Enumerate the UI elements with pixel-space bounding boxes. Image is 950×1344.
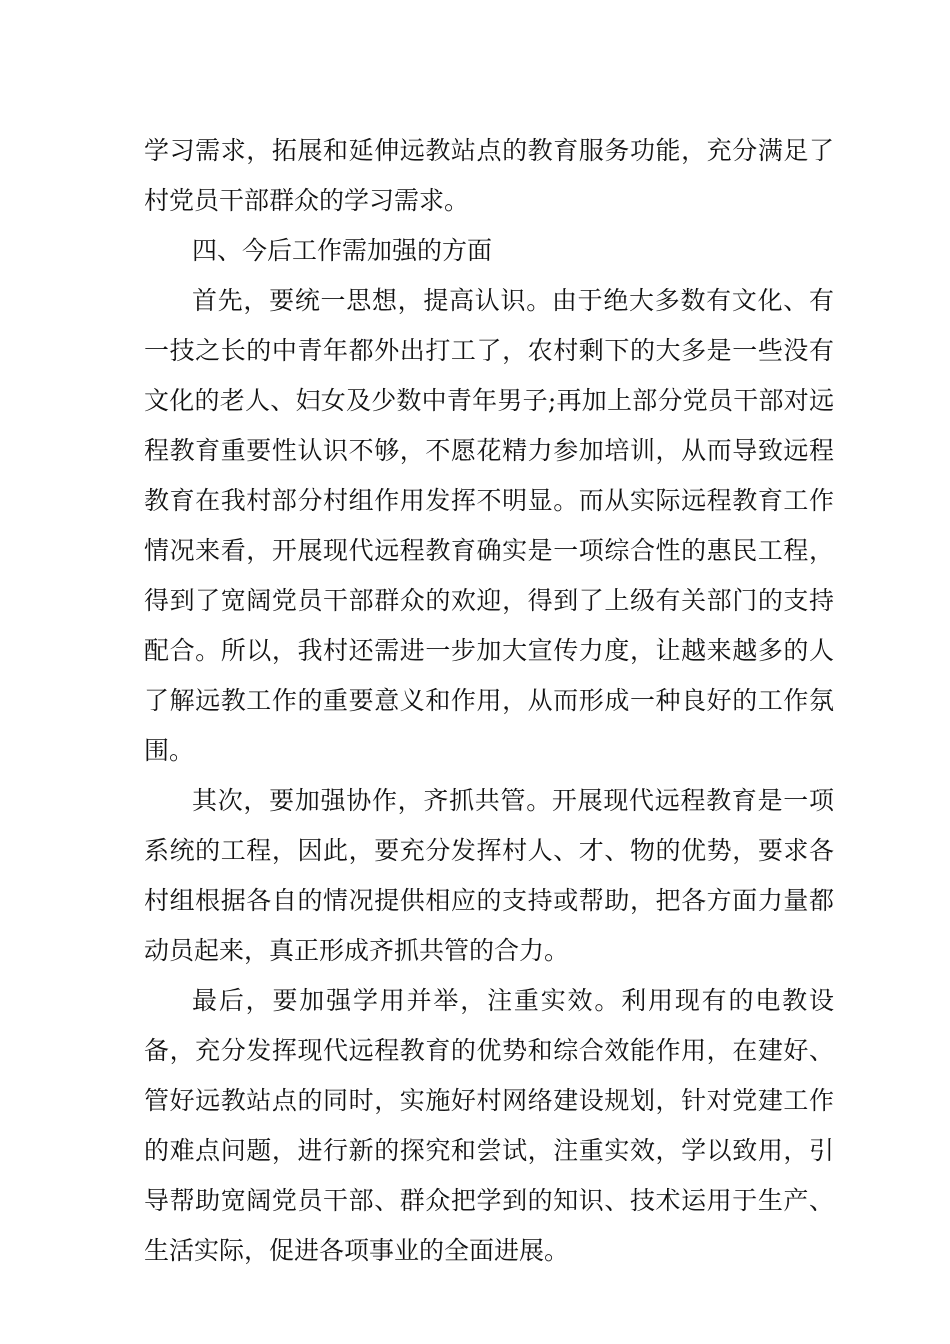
- document-body: [144, 126, 834, 1276]
- paragraph-first: 首先，要统一思想，提高认识。由于绝大多数有文化、有一技之长的中青年都外出打工了，农村剩下的大多是一些没有文化的老人、妇女及少数中青年男子;再加上部分党员干部对远程教育重要性认识不够，不愿花精力参加培训，从而导致远程教育在我村部分村组作用发挥不明显。而从实际远程教育工作情况来看，开展现代远程教育确实是一项综合性的惠民工程，得到了宽阔党员干部群众的欢迎，得到了上级有关部门的支持配合。所以，我村还需进一步加大宣传力度，让越来越多的人了解远教工作的重要意义和作用，从而形成一种良好的工作氛围。: [144, 286, 834, 765]
- paragraph-continuation: 学习需求，拓展和延伸远教站点的教育服务功能，充分满足了村党员干部群众的学习需求。: [144, 136, 834, 215]
- paragraph-second: 其次，要加强协作，齐抓共管。开展现代远程教育是一项系统的工程，因此，要充分发挥村人、才、物的优势，要求各村组根据各自的情况提供相应的支持或帮助，把各方面力量都动员起来，真正形成齐抓共管的合力。: [144, 786, 834, 965]
- section-heading-four: 四、今后工作需加强的方面: [192, 236, 493, 265]
- paragraph-last: 最后，要加强学用并举，注重实效。利用现有的电教设备，充分发挥现代远程教育的优势和综合效能作用，在建好、管好远教站点的同时，实施好村网络建设规划，针对党建工作的难点问题，进行新的探究和尝试，注重实效，学以致用，引导帮助宽阔党员干部、群众把学到的知识、技术运用于生产、生活实际，促进各项事业的全面进展。: [144, 986, 834, 1265]
